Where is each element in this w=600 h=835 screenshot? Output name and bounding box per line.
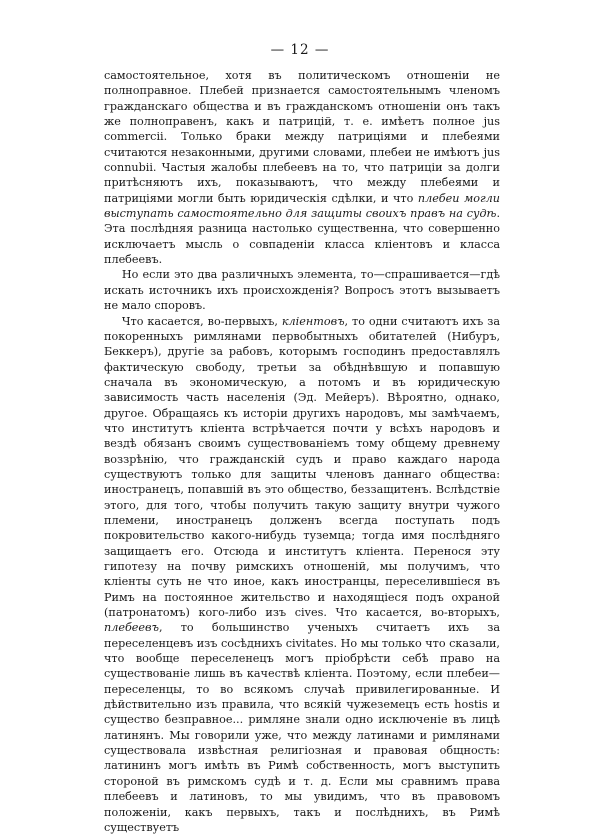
- paragraph-3-text-b: , то одни считаютъ ихъ за покоренныхъ римлянами первобытныхъ обитателей (Нибуръ, Беккеръ), другіе за рабовъ, которымъ господинъ предоставлялъ фактическую свободу, третьи за обѣднѣвшую и попавшую сначала въ экономическую, а потомъ и въ юридическую зависимость часть населенія (Эд. Мейеръ). Вѣроятно, однако, другое. Обращаясь къ исторіи другихъ народовъ, мы замѣчаемъ, что институтъ кліента встрѣчается почти у всѣхъ народовъ и вездѣ обязанъ своимъ существованіемъ тому общему древнему воззрѣнію, что гражданскій судъ и право каждаго народа существуютъ только для защиты членовъ даннаго общества: иностранецъ, попавшій въ это общество, беззащитенъ. Вслѣдствіе этого, для того, чтобы получить такую защиту внутри чужого племени, иностранецъ долженъ всегда поступать подъ покровительство какого-нибудь туземца; тогда имя послѣдняго защищаетъ его. Отсюда и институтъ кліента. Перенося эту гипотезу на почву римскихъ отношеній, мы получимъ, что кліенты суть не что иное, какъ иностранцы, переселившіеся въ Римъ на постоянное жительство и находящіеся подъ охраной (патронатомъ) кого-либо изъ cives. Что касается, во-вторыхъ,: [104, 315, 500, 620]
- body-text: [104, 68, 500, 835]
- paragraph-3-text-c: , то большинство ученыхъ считаетъ ихъ за переселенцевъ изъ сосѣднихъ civitates. Но мы только что сказали, что вообще переселенецъ могъ пріобрѣсти себѣ право на существованіе лишь въ качествѣ кліента. Поэтому, если плебеи—переселенцы, то во всякомъ случаѣ привилегированные. И дѣйствительно изъ правила, что всякій чужеземецъ есть hostis и существо безправное... римляне знали одно исключеніе въ лицѣ латинянъ. Мы говорили уже, что между латинами и римлянами существовала извѣстная религіозная и правовая общность: латининъ могъ имѣть въ Римѣ собственность, могъ выступить стороной въ римскомъ судѣ и т. д. Если мы сравнимъ права плебеевъ и латиновъ, то мы увидимъ, что въ правовомъ положеніи, какъ первыхъ, такъ и послѣднихъ, въ Римѣ существуетъ: [104, 621, 500, 833]
- paragraph-3: [104, 314, 500, 835]
- paragraph-2: Но если это два различныхъ элемента, то—спрашивается—гдѣ искать источникъ ихъ происхожденія? Вопросъ этотъ вызываетъ не мало споровъ.: [104, 267, 500, 313]
- paragraph-3-text-a: Что касается, во-первыхъ,: [122, 315, 282, 328]
- paragraph-1-text-a: самостоятельное, хотя въ политическомъ отношеніи не полноправное. Плебей признается самостоятельнымъ членомъ гражданскаго общества и въ гражданскомъ отношеніи онъ такъ же полноправенъ, какъ и патрицій, т. е. имѣетъ полное jus commercii. Только браки между патриціями и плебеями считаются незаконными, другими словами, плебеи не имѣютъ jus connubii. Частыя жалобы плебеевъ на то, что патриціи за долги притѣсняютъ ихъ, показываютъ, что между плебеями и патриціями могли быть юридическія сдѣлки, и что: [104, 69, 500, 205]
- paragraph-1: [104, 68, 500, 267]
- page-number: — 12 —: [0, 42, 600, 58]
- paragraph-1-emphasis: плебеи могли выступать самостоятельно для защиты своихъ правъ на судѣ: [104, 192, 500, 220]
- paragraph-3-emphasis-clients: кліентовъ: [282, 315, 345, 328]
- paragraph-1-text-b: . Эта послѣдняя разница настолько существенна, что совершенно исключаетъ мысль о совпаденіи класса кліентовъ и класса плебеевъ.: [104, 207, 500, 266]
- paragraph-3-emphasis-plebeians: плебеевъ: [104, 621, 159, 634]
